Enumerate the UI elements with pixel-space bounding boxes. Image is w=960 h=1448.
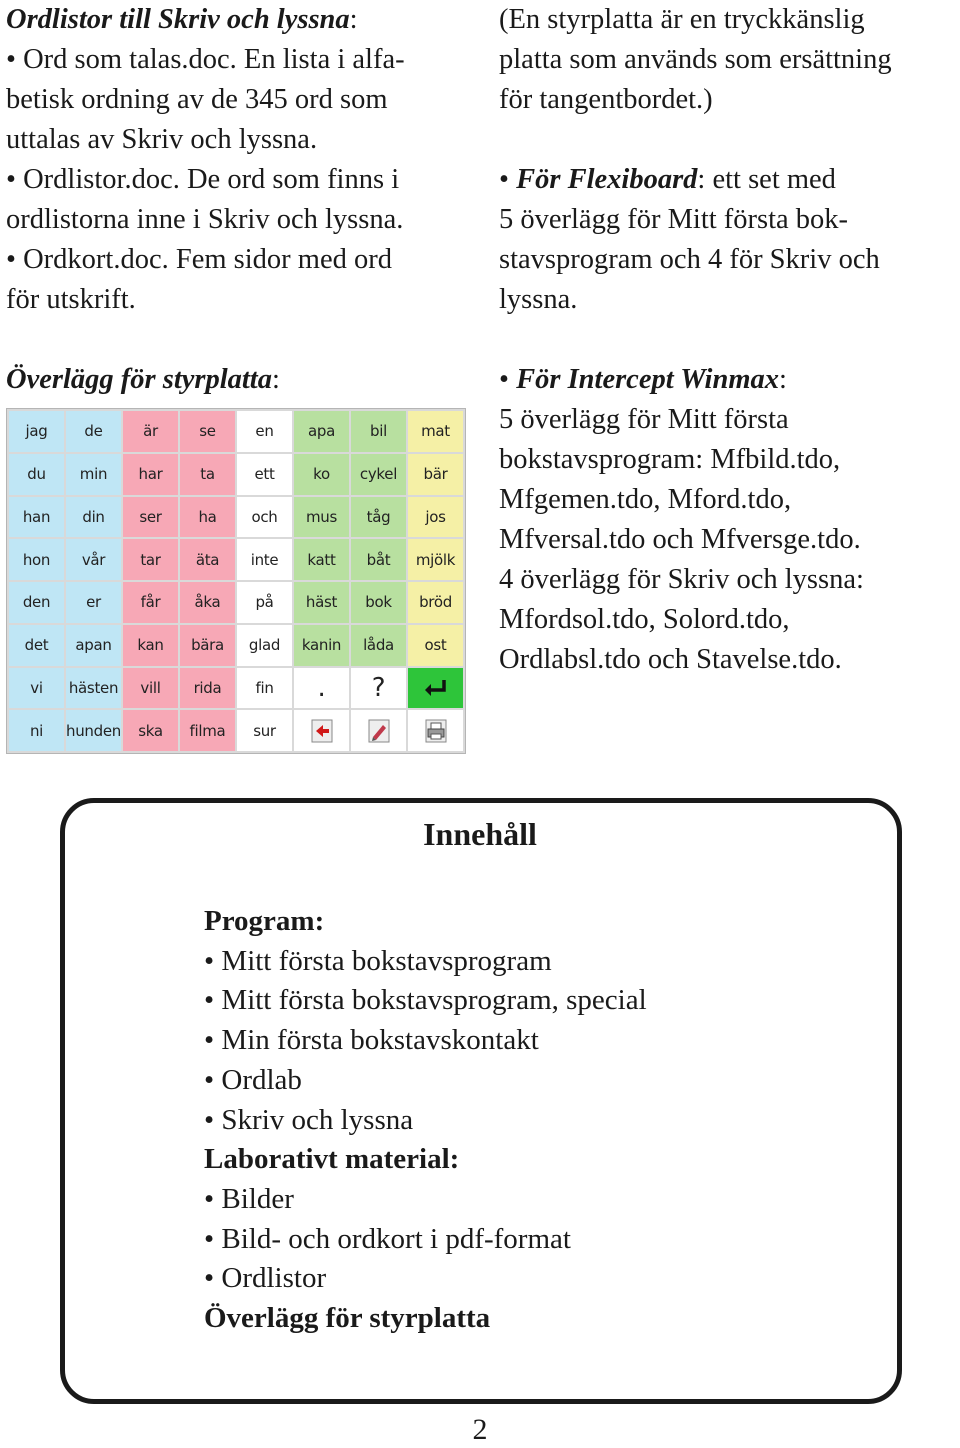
overlay-cell: ta <box>180 454 235 495</box>
overlay-cell: har <box>123 454 178 495</box>
intercept-line: Mfversal.tdo och Mfversge.tdo. <box>499 524 861 555</box>
overlay-heading: Överlägg för styrplatta: <box>6 364 280 395</box>
lab-item: • Bild- och ordkort i pdf-format <box>204 1222 571 1255</box>
overlay-cell: hästen <box>66 668 121 709</box>
overlay-cell: vi <box>9 668 64 709</box>
intercept-paragraph <box>499 360 959 680</box>
intercept-line: Mfgemen.tdo, Mford.tdo, <box>499 484 792 515</box>
program-item: • Min första bokstavskontakt <box>204 1024 539 1057</box>
overlay-heading-bold: Överlägg för styrplatta <box>204 1302 491 1335</box>
overlay-cell: får <box>123 582 178 623</box>
overlay-cell: vill <box>123 668 178 709</box>
wordlists-line: betisk ordning av de 345 ord som <box>6 84 388 115</box>
back-arrow-icon <box>294 710 349 751</box>
overlay-cell: bok <box>351 582 406 623</box>
wordlists-line: uttalas av Skriv och lyssna. <box>6 124 318 155</box>
overlay-cell: kanin <box>294 625 349 666</box>
lab-item: • Bilder <box>204 1182 294 1215</box>
overlay-cell: mus <box>294 497 349 538</box>
intercept-line: Mfordsol.tdo, Solord.tdo, <box>499 604 790 635</box>
overlay-cell: sur <box>237 710 292 751</box>
overlay-cell: jag <box>9 411 64 452</box>
intercept-line: bokstavsprogram: Mfbild.tdo, <box>499 444 841 475</box>
overlay-cell: kan <box>123 625 178 666</box>
wordlists-line: ordlistorna inne i Skriv och lyssna. <box>6 204 404 235</box>
overlay-cell: apan <box>66 625 121 666</box>
overlay-cell: . <box>294 668 349 709</box>
overlay-cell: hunden <box>66 710 121 751</box>
overlay-cell: mjölk <box>408 539 463 580</box>
program-item: • Mitt första bokstavsprogram, special <box>204 984 647 1017</box>
wordlists-line: • Ord som talas.doc. En lista i alfa- <box>6 44 405 75</box>
overlay-cell: bil <box>351 411 406 452</box>
overlay-cell: och <box>237 497 292 538</box>
overlay-cell: de <box>66 411 121 452</box>
wordlists-line: • Ordlistor.doc. De ord som finns i <box>6 164 400 195</box>
overlay-cell: du <box>9 454 64 495</box>
overlay-cell: han <box>9 497 64 538</box>
overlay-cell: ? <box>351 668 406 709</box>
printer-icon <box>408 710 463 751</box>
overlay-cell: fin <box>237 668 292 709</box>
wordlists-line: • Ordkort.doc. Fem sidor med ord <box>6 244 392 275</box>
wordlists-line: för utskrift. <box>6 284 136 315</box>
wordlists-heading: Ordlistor till Skriv och lyssna: <box>6 4 358 35</box>
flexiboard-heading: • För Flexiboard: ett set med <box>499 164 836 195</box>
overlay-cell: ha <box>180 497 235 538</box>
overlay-cell: glad <box>237 625 292 666</box>
overlay-cell: katt <box>294 539 349 580</box>
overlay-cell: ser <box>123 497 178 538</box>
overlay-cell: äta <box>180 539 235 580</box>
overlay-cell: bära <box>180 625 235 666</box>
enter-key-icon <box>408 668 463 709</box>
contents-list <box>204 902 647 1339</box>
overlay-cell: din <box>66 497 121 538</box>
intro-line: (En styrplatta är en tryckkänslig <box>499 4 865 35</box>
overlay-cell: båt <box>351 539 406 580</box>
page-number: 2 <box>472 1413 488 1446</box>
overlay-cell: den <box>9 582 64 623</box>
overlay-cell: min <box>66 454 121 495</box>
program-heading: Program: <box>204 905 325 937</box>
overlay-cell: filma <box>180 710 235 751</box>
contents-title: Innehåll <box>423 816 537 852</box>
wordlists-section <box>6 0 476 320</box>
overlay-cell: se <box>180 411 235 452</box>
intro-paragraph <box>499 0 959 120</box>
right-column <box>499 0 959 680</box>
intercept-heading: • För Intercept Winmax: <box>499 364 787 395</box>
overlay-cell: åka <box>180 582 235 623</box>
overlay-cell: låda <box>351 625 406 666</box>
intercept-line: 5 överlägg för Mitt första <box>499 404 789 435</box>
left-column <box>6 0 476 400</box>
intercept-line: Ordlabsl.tdo och Stavelse.tdo. <box>499 644 842 675</box>
intercept-line: 4 överlägg för Skriv och lyssna: <box>499 564 864 595</box>
overlay-cell: bär <box>408 454 463 495</box>
program-item: • Skriv och lyssna <box>204 1103 414 1136</box>
intro-line: för tangentbordet.) <box>499 84 713 115</box>
overlay-cell: ska <box>123 710 178 751</box>
overlay-cell: på <box>237 582 292 623</box>
flexiboard-line: 5 överlägg för Mitt första bok- <box>499 204 849 235</box>
overlay-cell: apa <box>294 411 349 452</box>
program-item: • Mitt första bokstavsprogram <box>204 944 552 977</box>
intro-line: platta som används som ersättning <box>499 44 892 75</box>
flexiboard-paragraph <box>499 160 959 320</box>
overlay-cell: jos <box>408 497 463 538</box>
touchpad-overlay-grid <box>6 408 466 754</box>
flexiboard-line: lyssna. <box>499 284 578 315</box>
overlay-cell: rida <box>180 668 235 709</box>
overlay-cell: ko <box>294 454 349 495</box>
overlay-cell: hon <box>9 539 64 580</box>
overlay-cell: häst <box>294 582 349 623</box>
program-item: • Ordlab <box>204 1063 302 1096</box>
overlay-cell: vår <box>66 539 121 580</box>
flexiboard-line: stavsprogram och 4 för Skriv och <box>499 244 880 275</box>
overlay-cell: en <box>237 411 292 452</box>
pencil-eraser-icon <box>351 710 406 751</box>
overlay-cell: bröd <box>408 582 463 623</box>
overlay-section <box>6 360 476 400</box>
overlay-cell: cykel <box>351 454 406 495</box>
overlay-cell: tar <box>123 539 178 580</box>
overlay-cell: är <box>123 411 178 452</box>
overlay-cell: tåg <box>351 497 406 538</box>
overlay-cell: er <box>66 582 121 623</box>
overlay-cell: mat <box>408 411 463 452</box>
overlay-cell: ni <box>9 710 64 751</box>
lab-material-heading: Laborativt material: <box>204 1143 460 1176</box>
overlay-cell: inte <box>237 539 292 580</box>
lab-item: • Ordlistor <box>204 1262 327 1295</box>
overlay-cell: ett <box>237 454 292 495</box>
overlay-cell: ost <box>408 625 463 666</box>
overlay-cell: det <box>9 625 64 666</box>
